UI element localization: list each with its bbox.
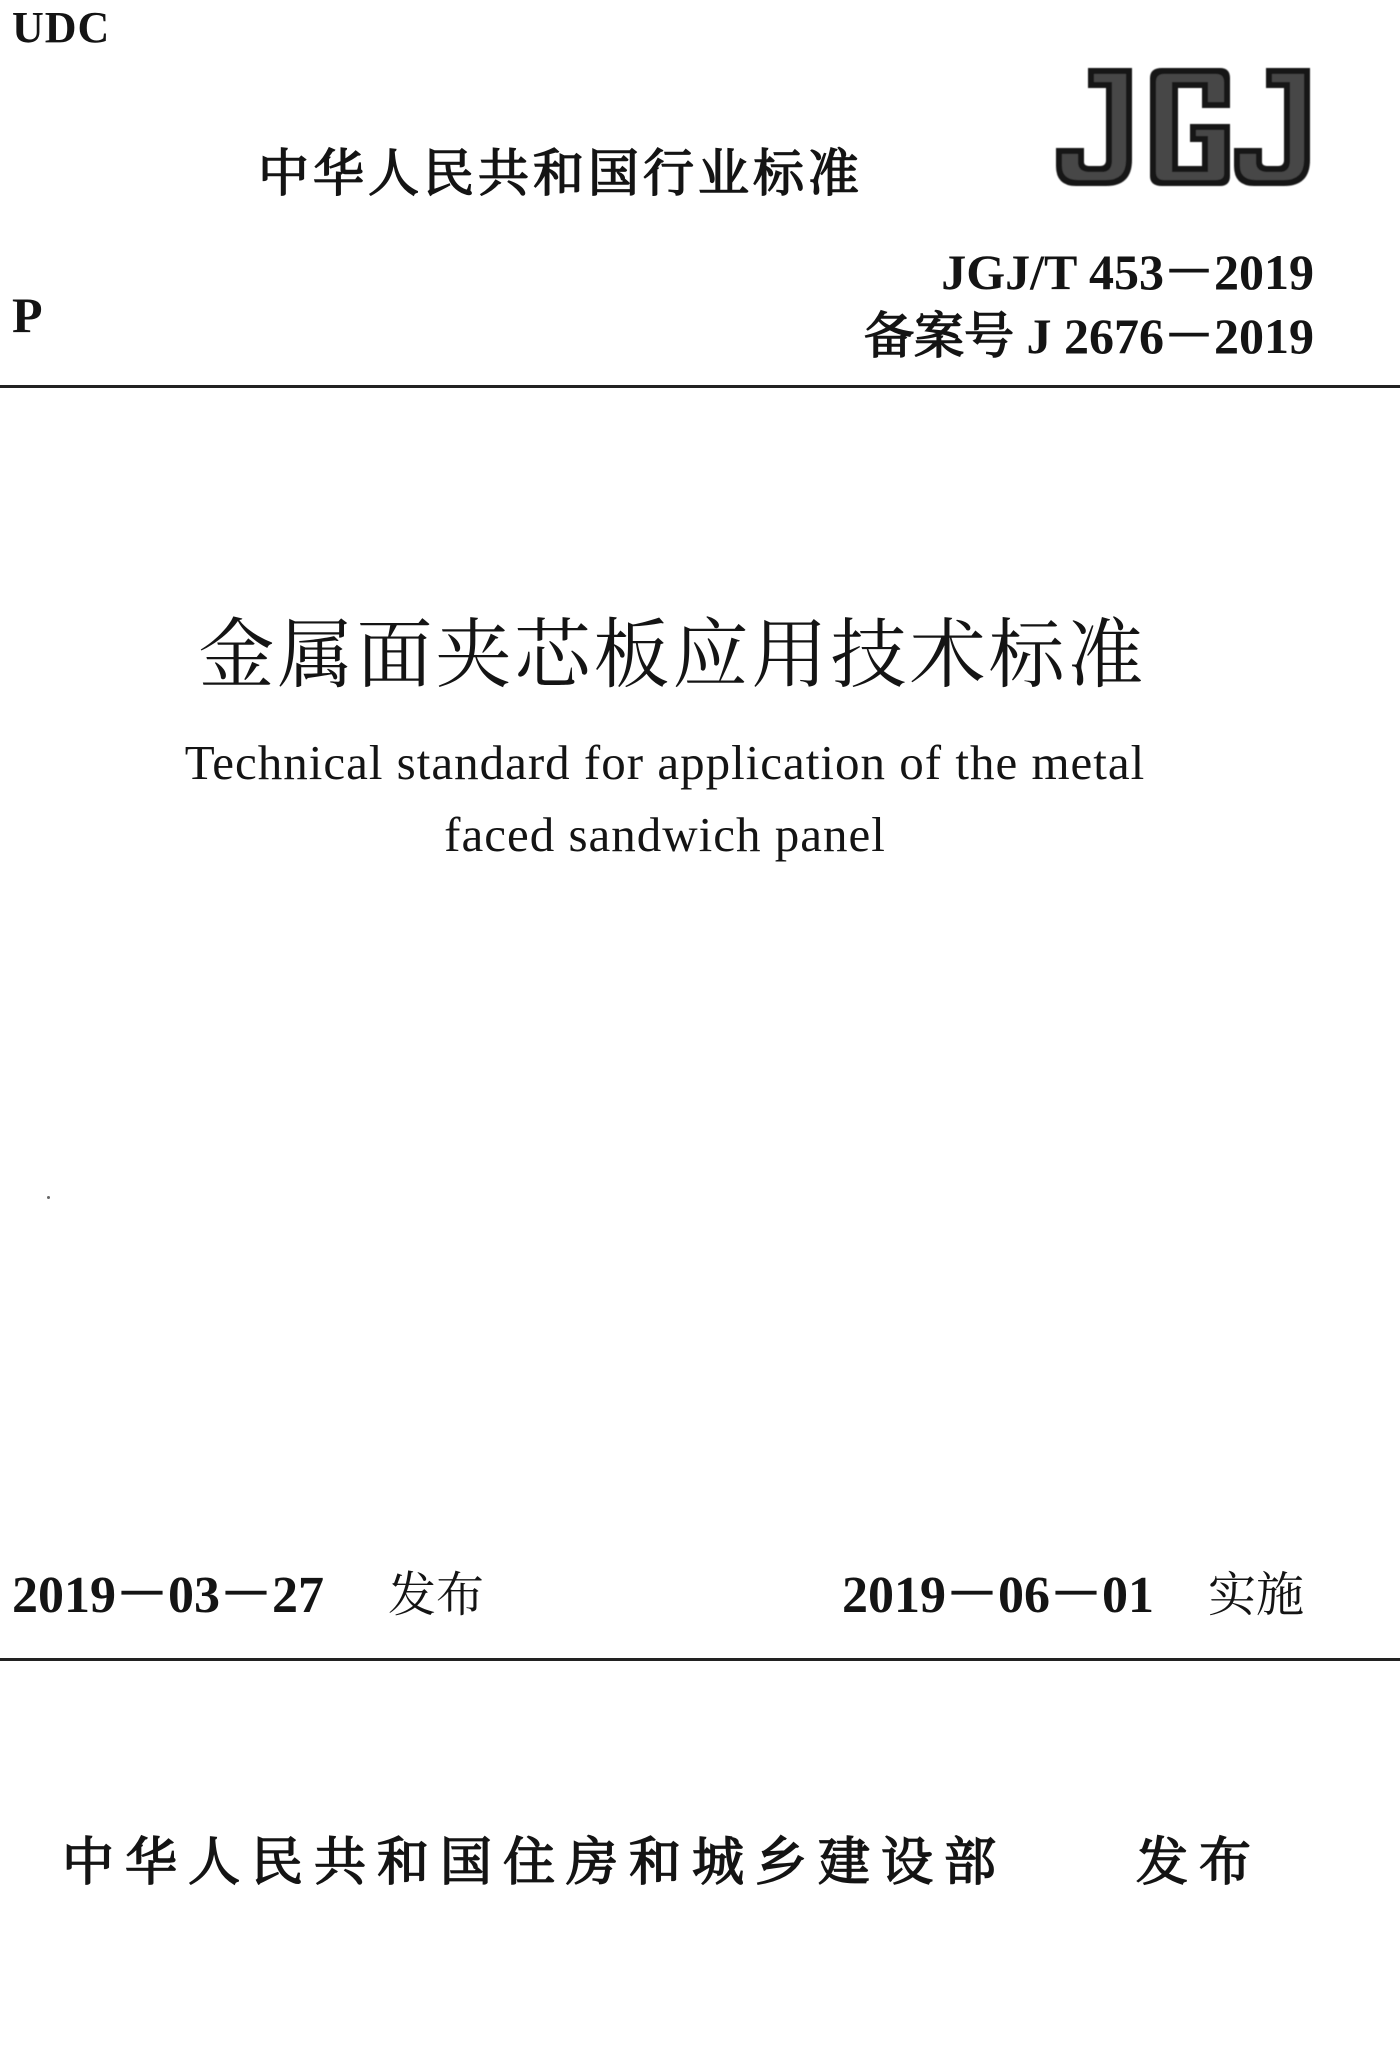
issue-date: 2019－03－27 [12, 1567, 325, 1624]
implementation-date: 2019－06－01 [842, 1567, 1155, 1624]
publisher-action: 发布 [1136, 1833, 1263, 1893]
standard-number: JGJ/T 453－2019 [941, 244, 1314, 300]
bottom-divider [0, 1658, 1400, 1661]
publisher-name: 中华人民共和国住房和城乡建设部 [62, 1833, 1008, 1893]
top-divider [0, 385, 1400, 388]
category-label: P [12, 287, 43, 343]
filing-number: 备案号 J 2676－2019 [864, 308, 1314, 364]
issue-label: 发布 [388, 1567, 485, 1623]
jgj-logo [1050, 62, 1315, 192]
industry-standard-heading: 中华人民共和国行业标准 [258, 145, 864, 204]
scan-speck [47, 1196, 50, 1199]
title-english-line1: Technical standard for application of the metal [184, 735, 1146, 790]
udc-label: UDC [12, 3, 111, 52]
implementation-label: 实施 [1208, 1567, 1305, 1623]
title-chinese: 金属面夹芯板应用技术标准 [198, 610, 1147, 699]
title-english-line2: faced sandwich panel [444, 807, 886, 862]
